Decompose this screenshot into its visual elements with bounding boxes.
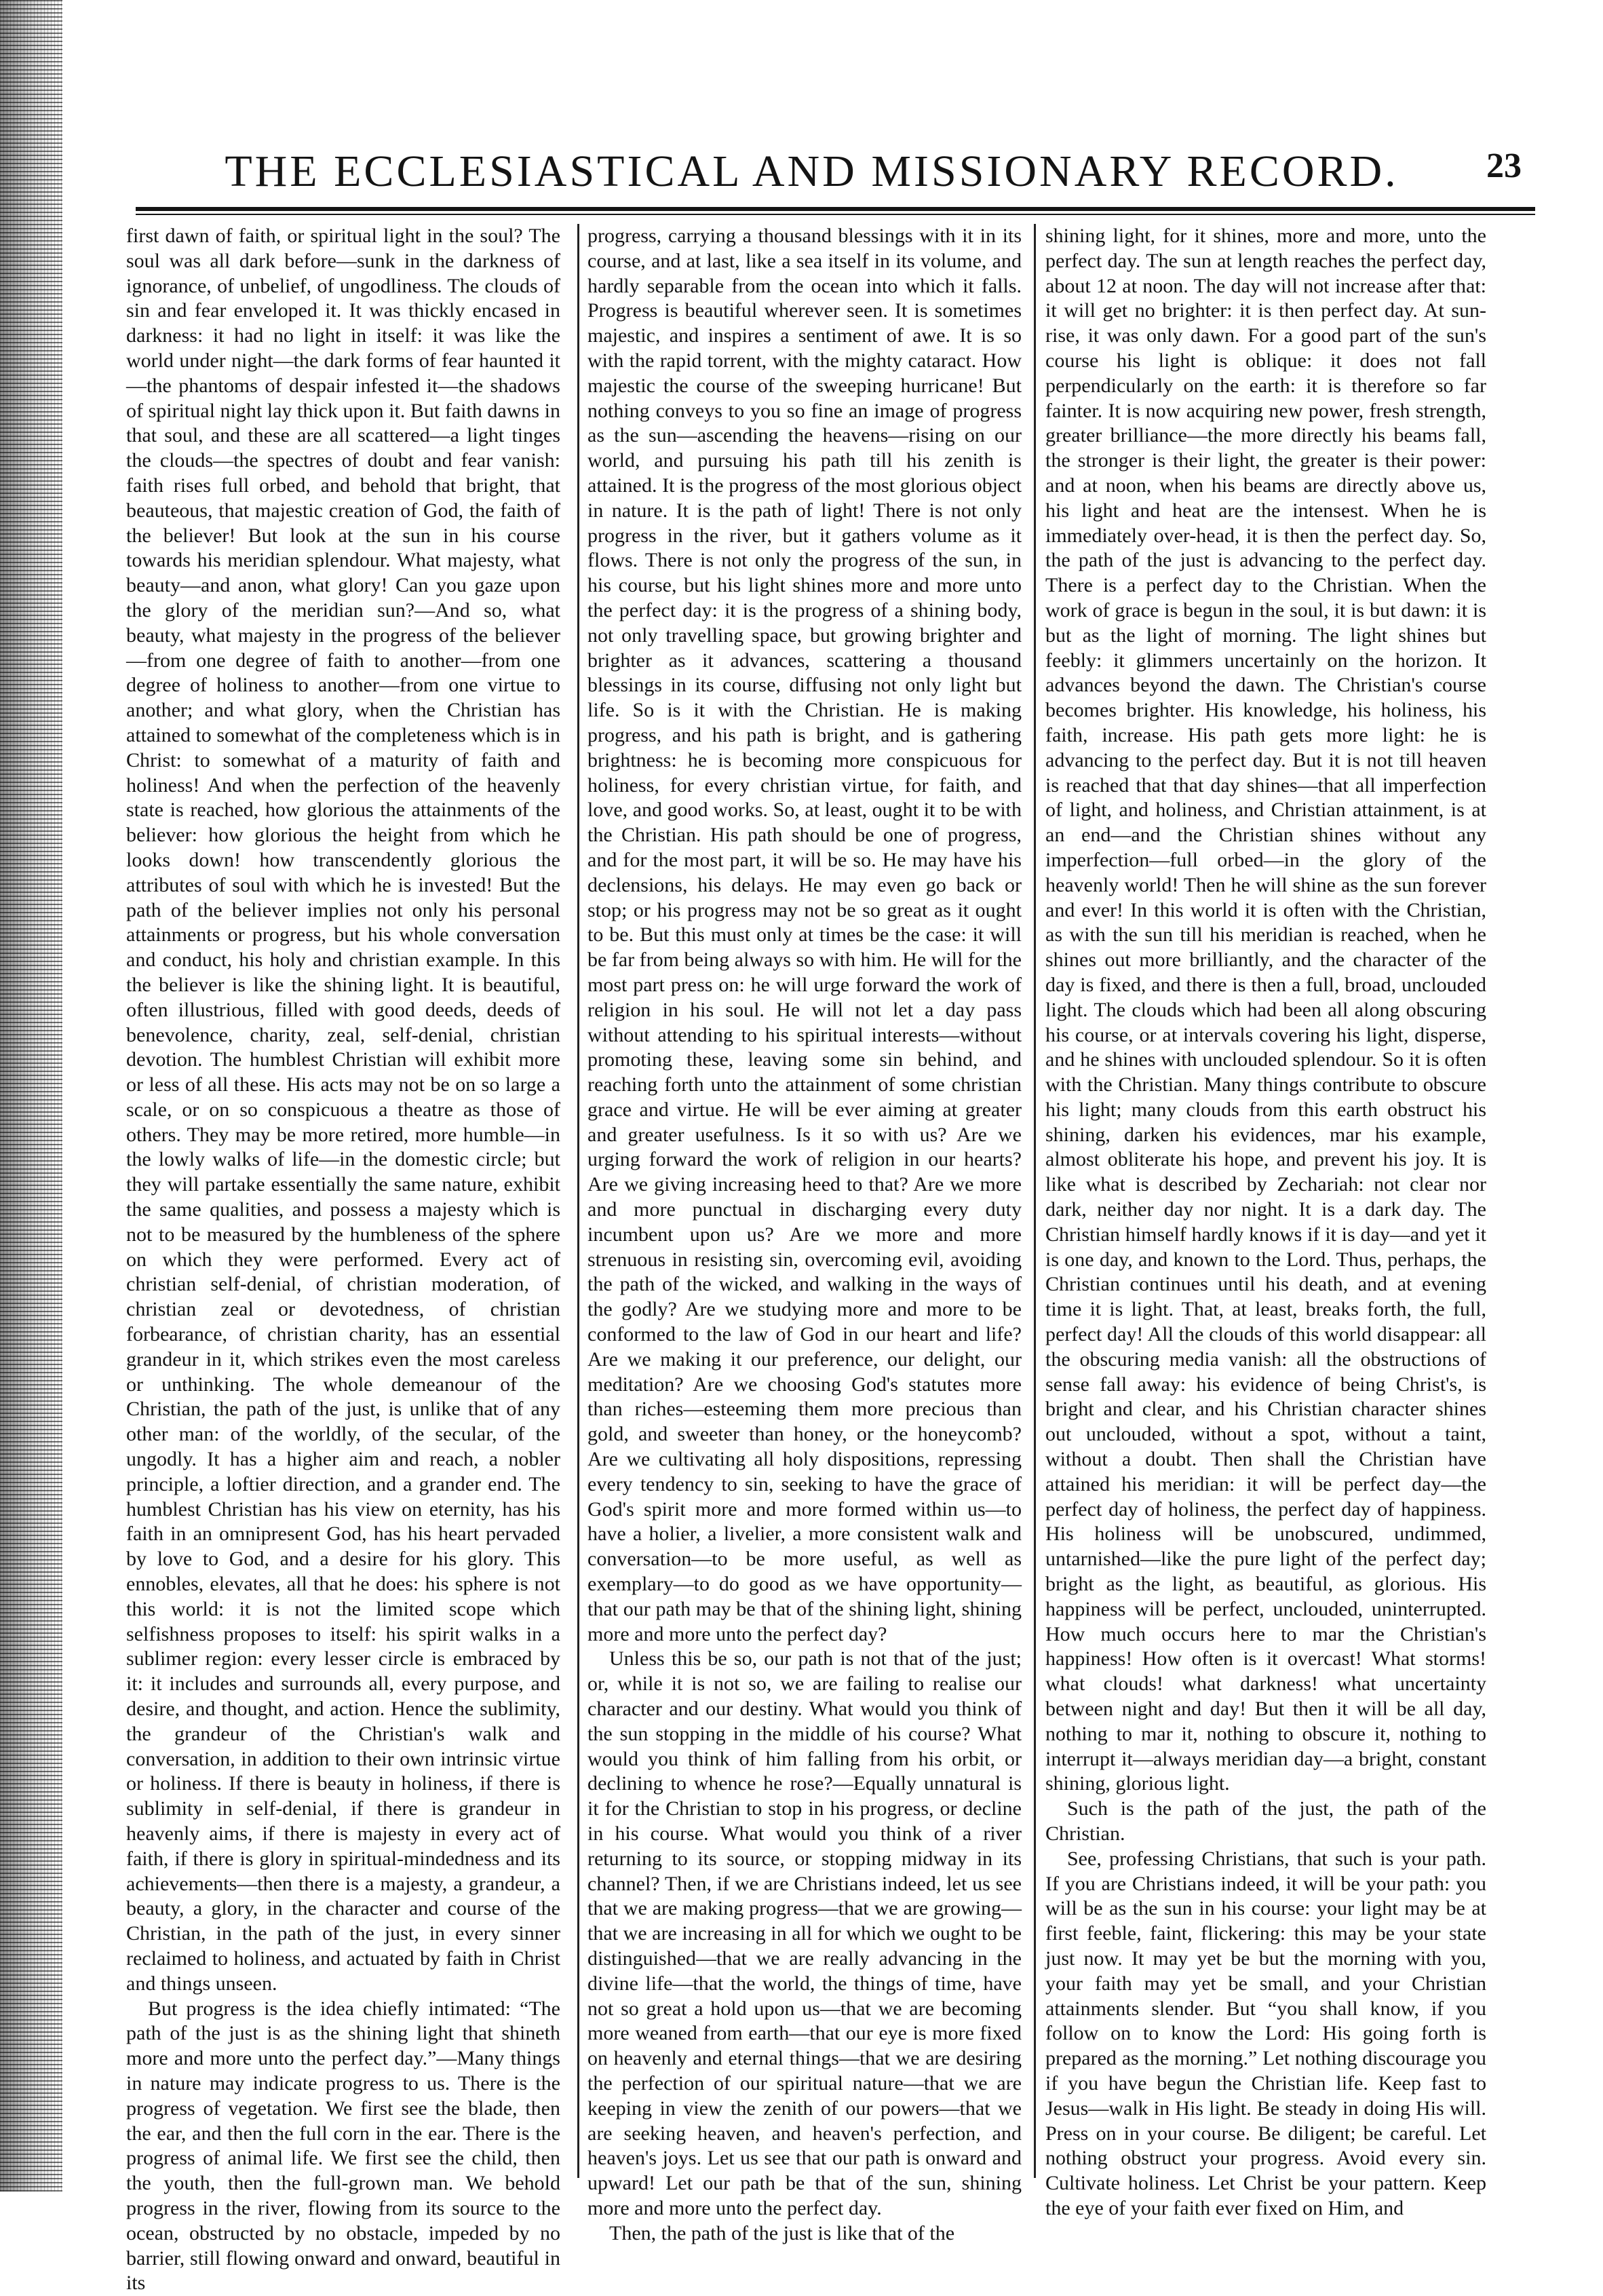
running-title: THE ECCLESIASTICAL AND MISSIONARY RECORD. <box>225 147 1399 196</box>
column-divider <box>1034 224 1036 2178</box>
paragraph: Such is the path of the just, the path of the Christian. <box>1045 1797 1486 1845</box>
page-header <box>102 146 1522 207</box>
text-column-1 <box>126 224 560 2296</box>
paragraph: Then, the path of the just is like that of the <box>609 2221 955 2244</box>
paragraph: shining light, for it shines, more and more, unto the perfect day. The sun at length reaches the perfect day, about 12 at noon. The day will not increase after that: it will get no brighter: it is then perfect day. At sun-rise, it was only dawn. For a good part of the sun's course his light is oblique: it does not fall perpendicularly on the earth: it is therefore so far fainter. It is now acquiring new power, fresh strength, greater brilliance—the more directly his beams fall, the stronger is their light, the greater is their power: and at noon, when his beams are directly above us, his light and heat are the intensest. When he is immediately over-head, it is then the perfect day. So, the path of the just is advancing to the perfect day. There is a perfect day to the Christian. When the work of grace is begun in the soul, it is but dawn: it is but as the light of morning. The light shines but feebly: it glimmers uncertainly on the horizon. It advances beyond the dawn. The Christian's course becomes brighter. His knowledge, his holiness, his faith, increase. His path gets more light: he is advancing to the perfect day. But it is not till heaven is reached that that day shines—that all imperfection of light, and holiness, and Christian attainment, is at an end—and the Christian shines without any imperfection—full orbed—in the glory of the heavenly world! Then he will shine as the sun forever and ever! In this world it is often with the Christian, as with the sun till his meridian is reached, when he shines out more brilliantly, and the character of the day is fixed, and there is then a full, broad, unclouded light. The clouds which had been all along obscuring his course, or at intervals covering his light, disperse, and he shines with unclouded splendour. So it is often with the Christian. Many things contribute to obscure his light; many clouds from this earth obstruct his shining, darken his evidences, mar his example, almost obliterate his hope, and prevent his joy. It is like what is described by Zechariah: not clear nor dark, neither day nor night. It is a dark day. The Christian himself hardly knows if it is day—and yet it is one day, and known to the Lord. Thus, perhaps, the Christian continues until his death, and at evening time it is light. That, at least, breaks forth, the full, perfect day! All the clouds of this world disappear: all the obscuring media vanish: all the obstructions of sense fall away: his evidence of being Christ's, is bright and clear, and his Christian character shines out unclouded, without a spot, without a taint, without a doubt. Then shall the Christian have attained his meridian: it will be perfect day—the perfect day of holiness, the perfect day of happiness. His holiness will be unobscured, undimmed, untarnished—like the pure light of the perfect day; bright as the light, as beautiful, as glorious. His happiness will be perfect, unclouded, uninterrupted. How much occurs here to mar the Christian's happiness! How often is it overcast! What storms! what clouds! what darkness! what uncertainty between night and day! But then it will be all day, nothing to mar it, nothing to obscure it, nothing to interrupt it—always meridian day—a bright, constant shining, glorious light. <box>1045 225 1486 1795</box>
paragraph: But progress is the idea chiefly intimated: “The path of the just is as the shining light that shineth more and more unto the perfect day.”—Many things in nature may indicate progress to us. There is the progress of vegetation. We first see the blade, then the ear, and then the full corn in the ear. There is the progress of animal life. We first see the child, then the youth, then the full-grown man. We behold progress in the river, flowing from its source to the ocean, obstructed by no obstacle, impeded by no barrier, still flowing onward and onward, beautiful in its <box>126 1997 560 2295</box>
column-divider <box>577 224 579 2178</box>
header-rule-thin <box>136 214 1535 215</box>
text-column-2 <box>587 224 1022 2246</box>
page-number: 23 <box>1486 147 1522 185</box>
paragraph: See, professing Christians, that such is your path. If you are Christians indeed, it will be your path: you will be as the sun in his course: your light may be at first feeble, faint, flickering: this may be your state just now. It may yet be but the morning with you, your faith may yet be small, and your Christian attainments slender. But “you shall know, if you follow on to know the Lord: His going forth is prepared as the morning.” Let nothing discourage you if you have begun the Christian life. Keep fast to Jesus—walk in His light. Be steady in doing His will. Press on in your course. Be diligent; be careful. Let nothing obstruct your progress. Avoid every sin. Cultivate holiness. Let Christ be your pattern. Keep the eye of your faith ever fixed on Him, and <box>1045 1847 1486 2219</box>
text-column-3 <box>1045 224 1486 2221</box>
paragraph: progress, carrying a thousand blessings with it in its course, and at last, like a sea itself in its volume, and hardly separable from the ocean into which it falls. Progress is beautiful wherever seen. It is sometimes majestic, and inspires a sentiment of awe. It is so with the rapid torrent, with the mighty cataract. How majestic the course of the sweeping hurricane! But nothing conveys to you so fine an image of progress as the sun—ascending the heavens—rising on our world, and pursuing his path till his zenith is attained. It is the progress of the most glorious object in nature. It is the path of light! There is not only progress in the river, but it gathers volume as it flows. There is not only the progress of the sun, in his course, but his light shines more and more unto the perfect day: it is the progress of a shining body, not only travelling space, but growing brighter and brighter as it advances, scattering a thousand blessings in its course, diffusing not only light but life. So is it with the Christian. He is making progress, and his path is bright, and is gathering brightness: he is becoming more conspicuous for holiness, for every christian virtue, for faith, and love, and good works. So, at least, ought it to be with the Christian. His path should be one of progress, and for the most part, it will be so. He may have his declensions, his delays. He may even go back or stop; or his progress may not be so great as it ought to be. But this must only at times be the case: it will be far from being always so with him. He will for the most part press on: he will urge forward the work of religion in his soul. He will not let a day pass without attending to his spiritual interests—without promoting these, leaving some sin behind, and reaching forth unto the attainment of some christian grace and virtue. He will be ever aiming at greater and greater usefulness. Is it so with us? Are we urging forward the work of religion in our hearts? Are we giving increasing heed to that? Are we more and more punctual in discharging every duty incumbent upon us? Are we more and more strenuous in resisting sin, overcoming evil, avoiding the path of the wicked, and walking in the ways of the godly? Are we studying more and more to be conformed to the law of God in our heart and life? Are we making it our preference, our delight, our meditation? Are we choosing God's statutes more than riches—esteeming them more precious than gold, and sweeter than honey, or the honeycomb? Are we cultivating all holy dispositions, repressing every tendency to sin, seeking to have the grace of God's spirit more and more formed within us—to have a holier, a livelier, a more consistent walk and conversation—to be more useful, as well as exemplary—to do good as we have opportunity—that our path may be that of the shining light, shining more and more unto the perfect day? <box>587 225 1022 1645</box>
book-binding-edge <box>0 0 62 2192</box>
header-rule-thick <box>136 207 1535 211</box>
paragraph: Unless this be so, our path is not that of the just; or, while it is not so, we are failing to realise our character and our destiny. What would you think of the sun stopping in the middle of his course? What would you think of him falling from his orbit, or declining to whence he rose?—Equally unnatural is it for the Christian to stop in his progress, or decline in his course. What would you think of a river returning to its source, or stopping midway in its channel? Then, if we are Christians indeed, let us see that we are making progress—that we are growing—that we are increasing in all for which we ought to be distinguished—that we are really advancing in the divine life—that the world, the things of time, have not so great a hold upon us—that we are becoming more weaned from earth—that our eye is more fixed on heavenly and eternal things—that we are desiring the perfection of our spiritual nature—that we are keeping in view the zenith of our powers—that we are seeking heaven, and heaven's perfection, and heaven's joys. Let us see that our path is onward and upward! Let our path be that of the sun, shining more and more unto the perfect day. <box>587 1647 1022 2219</box>
paragraph: first dawn of faith, or spiritual light in the soul? The soul was all dark before—sunk in the darkness of ignorance, of unbelief, of ungodliness. The clouds of sin and fear enveloped it. It was thickly encased in darkness: it had no light in itself: it was like the world under night—the dark forms of fear haunted it—the phantoms of despair infested it—the shadows of spiritual night lay thick upon it. But faith dawns in that soul, and these are all scattered—a light tinges the clouds—the spectres of doubt and fear vanish: faith rises full orbed, and behold that bright, that beauteous, that majestic creation of God, the faith of the believer! But look at the sun in his course towards his meridian splendour. What majesty, what beauty—and anon, what glory! Can you gaze upon the glory of the meridian sun?—And so, what beauty, what majesty in the progress of the believer—from one degree of faith to another—from one degree of holiness to another—from one virtue to another; and what glory, when the Christian has attained to somewhat of the completeness which is in Christ: to somewhat of a maturity of faith and holiness! And when the perfection of the heavenly state is reached, how glorious the attainments of the believer: how glorious the height from which he looks down! how transcendently glorious the attributes of soul with which he is invested! But the path of the believer implies not only his personal attainments or progress, but his whole conversation and conduct, his holy and christian example. In this the believer is like the shining light. It is beautiful, often illustrious, filled with good deeds, deeds of benevolence, charity, zeal, self-denial, christian devotion. The humblest Christian will exhibit more or less of all these. His acts may not be on so large a scale, or on so conspicuous a theatre as those of others. They may be more retired, more humble—in the lowly walks of life—in the domestic circle; but they will partake essentially the same nature, exhibit the same qualities, and possess a majesty which is not to be measured by the humbleness of the sphere on which they were performed. Every act of christian self-denial, of christian moderation, of christian zeal or devotedness, of christian forbearance, of christian charity, has an essential grandeur in it, which strikes even the most careless or unthinking. The whole demeanour of the Christian, the path of the just, is unlike that of any other man: of the worldly, of the secular, of the ungodly. It has a higher aim and reach, a nobler principle, a loftier direction, and a grander end. The humblest Christian has his view on eternity, has his faith in an omnipresent God, has his heart pervaded by love to God, and a desire for his glory. This ennobles, elevates, all that he does: his sphere is not this world: it is not the limited scope which selfishness proposes to itself: his spirit walks in a sublimer region: every lesser circle is embraced by it: it includes and surrounds all, every purpose, and desire, and thought, and action. Hence the sublimity, the grandeur of the Christian's walk and conversation, in addition to their own intrinsic virtue or holiness. If there is beauty in holiness, if there is sublimity in self-denial, if there is grandeur in heavenly aims, if there is majesty in every act of faith, if there is glory in spiritual-mindedness and its achievements—then there is a majesty, a grandeur, a beauty, a glory, in the character and course of the Christian, in the path of the just, in every sinner reclaimed to holiness, and actuated by faith in Christ and things unseen. <box>126 225 560 1995</box>
